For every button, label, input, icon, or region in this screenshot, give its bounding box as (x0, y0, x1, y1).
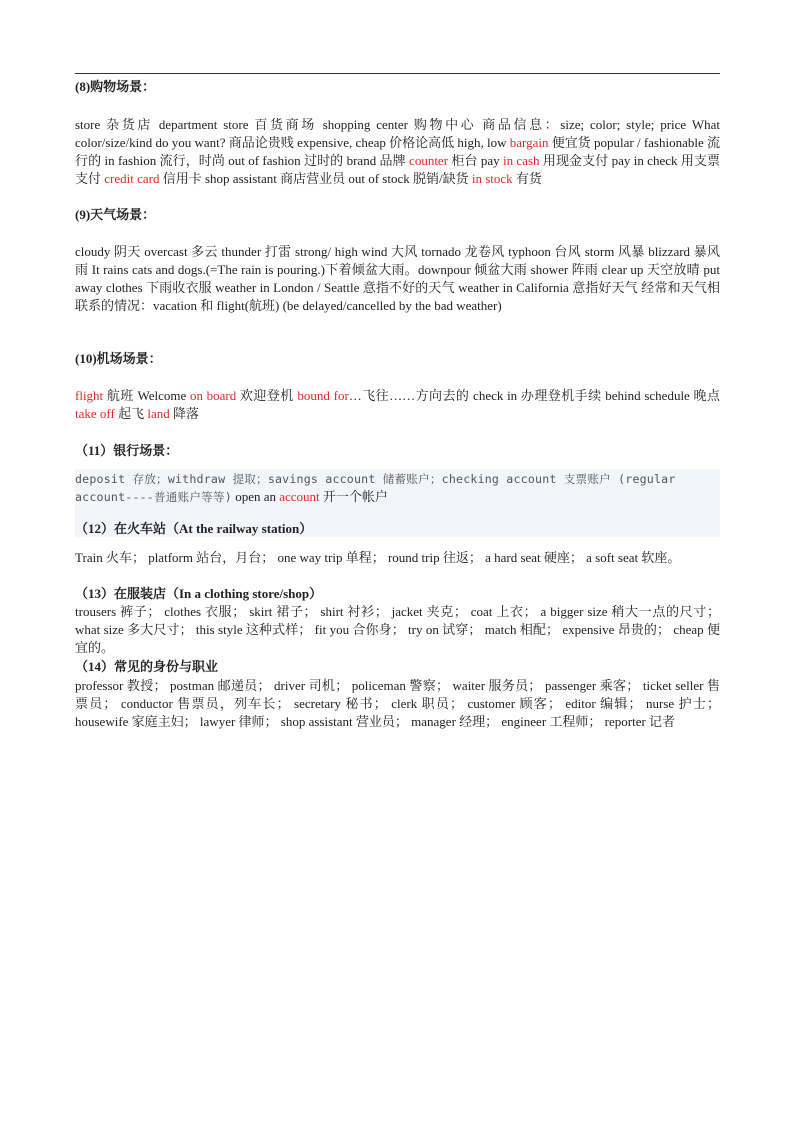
text-segment: 起飞 (114, 406, 148, 421)
highlight-term: flight (75, 388, 104, 403)
section-body-shopping (75, 116, 720, 188)
highlight-term: counter (409, 153, 449, 168)
section-body-airport (75, 387, 720, 423)
text-segment: …飞往……方向去的 check in 办理登机手续 behind schedule 晚点 (348, 388, 720, 403)
bank-line-2-mono: account----普通账户等等) (75, 490, 232, 504)
section-heading-railway: （12）在火车站（At the railway station） (75, 521, 313, 536)
text-segment: 用现金支付 pay in check 用支票支付 (75, 153, 720, 186)
section-body-railway: Train 火车； platform 站台，月台； one way trip 单程； round trip 往返； a hard seat 硬座； a soft seat 软座。 (75, 550, 681, 565)
text-segment: 有货 (512, 171, 542, 186)
highlight-term: bound for (297, 388, 349, 403)
section-heading-airport: (10)机场场景： (75, 351, 162, 366)
section-body-occupations: professor 教授； postman 邮递员； driver 司机； policeman 警察； waiter 服务员； passenger 乘客； ticket seller 售票员； conductor 售票员，列车长； secretary 秘书； clerk 职员； customer 顾客； editor 编辑； nurse 护士； housewife 家庭主妇； lawyer 律师； shop assistant 营业员； manager 经理； engineer 工程师； reporter 记者 (75, 678, 720, 729)
text-segment: 信用卡 shop assistant 商店营业员 out of stock 脱销/缺货 (159, 171, 472, 186)
highlight-term: account (279, 489, 320, 504)
highlight-term: credit card (104, 171, 160, 186)
section-body-weather: cloudy 阴天 overcast 多云 thunder 打雷 strong/ high wind 大风 tornado 龙卷风 typhoon 台风 storm 风暴 blizzard 暴风雨 It rains cats and dogs.(=The rain is pouring.)下着倾盆大雨。downpour 倾盆大雨 shower 阵雨 clear up 天空放晴 put away clothes 下雨收衣服 weather in London / Seattle 意指不好的天气 weather in California 意指好天气 经常和天气相联系的情况：vacation 和 flight(航班) (be delayed/cancelled by the bad weather) (75, 244, 720, 313)
text-segment: 柜台 pay (448, 153, 503, 168)
header-rule (75, 73, 720, 74)
highlight-term: bargain (509, 135, 549, 150)
section-heading-shopping: (8)购物场景： (75, 79, 156, 94)
highlight-term: in cash (502, 153, 540, 168)
text-segment: store 杂货店 department store 百货商场 shopping center 购物中心 商品信息：size; color; style; price What color/size/kind do you want? 商品论贵贱 expensive, cheap 价格论高低 high, low (75, 117, 720, 150)
section-body-clothing: trousers 裤子； clothes 衣服； skirt 裙子； shirt 衬衫； jacket 夹克； coat 上衣； a bigger size 稍大一点的尺寸； what size 多大尺寸； this style 这种式样； fit you 合你身； try on 试穿； match 相配； expensive 昂贵的； cheap 便宜的。 (75, 604, 720, 655)
section-heading-weather: (9)天气场景： (75, 207, 156, 222)
text-segment: open an (231, 489, 280, 504)
text-segment: 航班 Welcome (103, 388, 190, 403)
text-segment: 欢迎登机 (236, 388, 298, 403)
text-segment: 开一个帐户 (319, 489, 388, 504)
highlight-term: on board (189, 388, 237, 403)
section-heading-bank: （11）银行场景： (75, 443, 179, 458)
bank-line-1: deposit 存放；withdraw 提取；savings account 储蓄账户；checking account 支票账户 (regular (75, 472, 676, 486)
bank-line-2 (75, 488, 720, 506)
text-segment: 便宜货 popular / fashionable 流行的 in fashion 流行，时尚 out of fashion 过时的 brand 品牌 (75, 135, 720, 168)
highlight-term: in stock (471, 171, 513, 186)
text-segment: 降落 (169, 406, 199, 421)
section-heading-clothing: （13）在服装店（In a clothing store/shop） (75, 586, 323, 601)
highlight-term: land (147, 406, 170, 421)
highlight-term: take off (75, 406, 115, 421)
section-heading-occupations: （14）常见的身份与职业 (75, 659, 219, 674)
bank-code-block (75, 469, 720, 537)
